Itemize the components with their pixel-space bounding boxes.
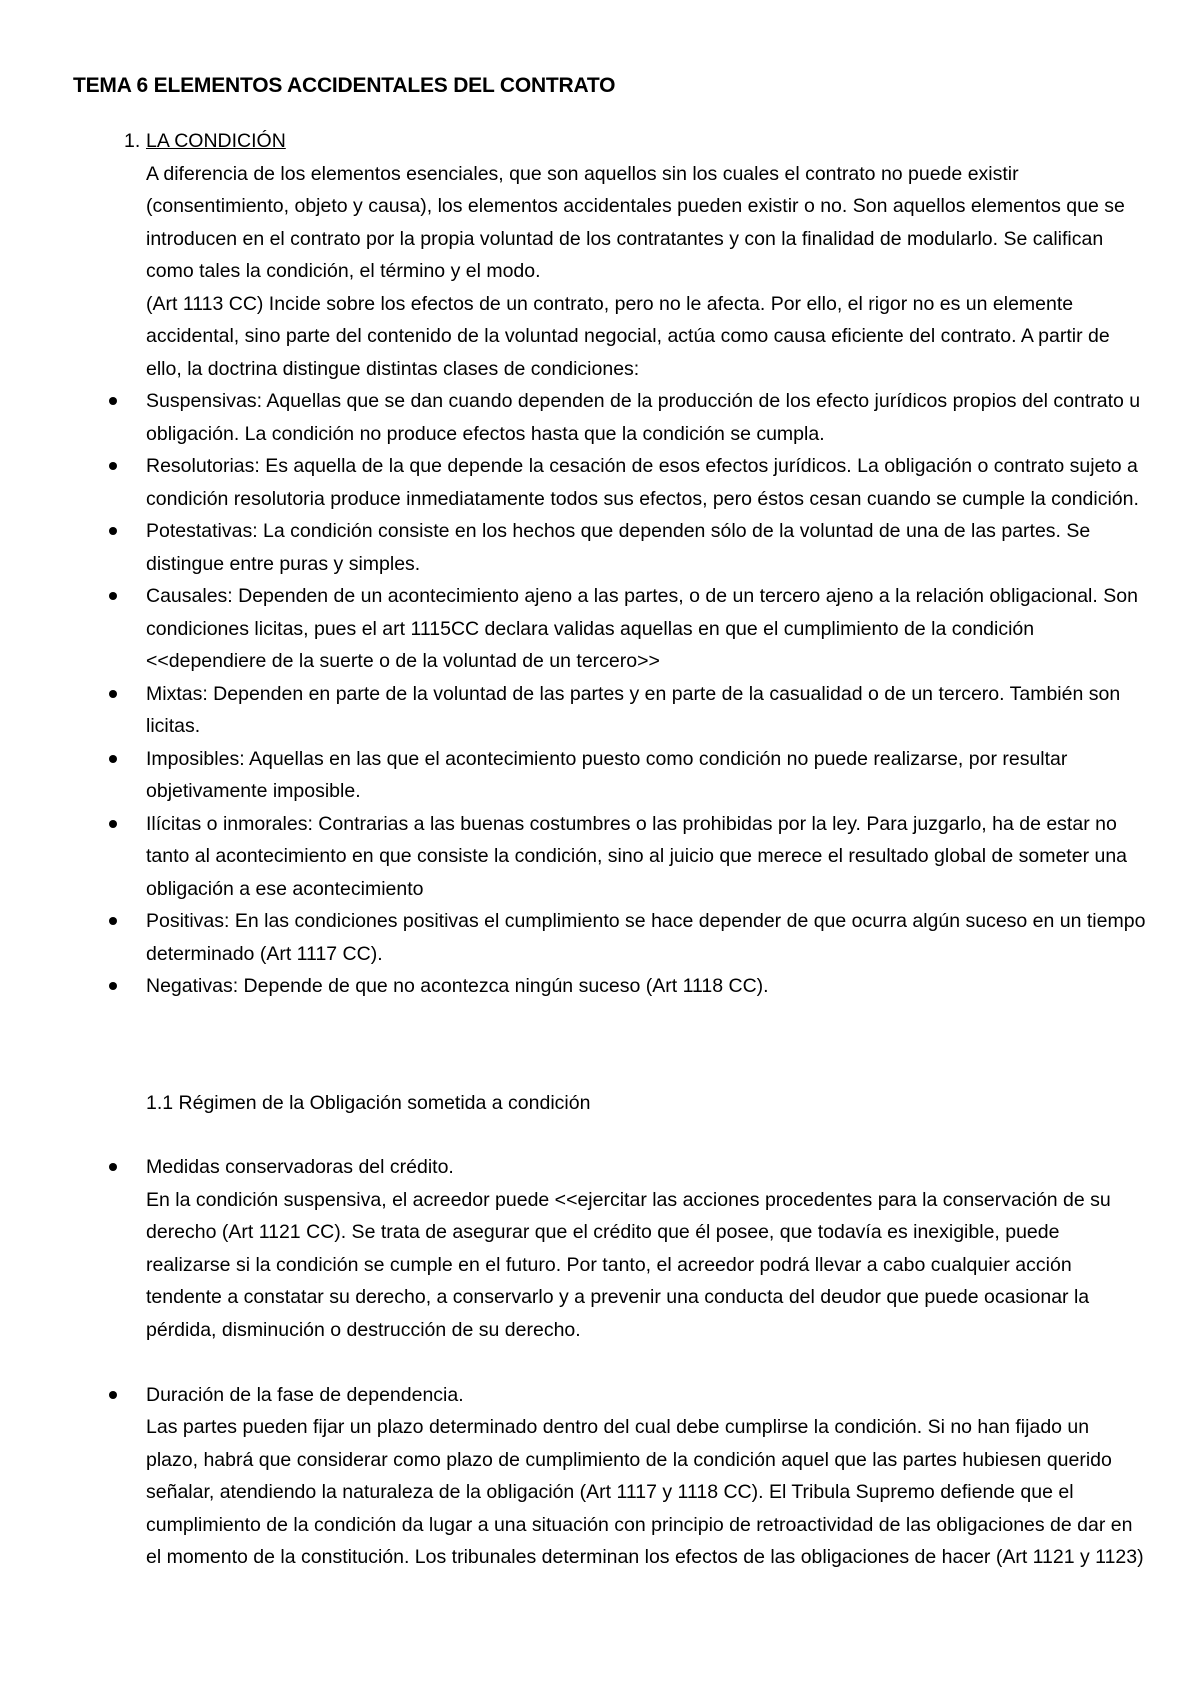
bullet-icon [109,1391,117,1399]
bullet-icon [109,592,117,600]
list-item-imposibles: Imposibles: Aquellas en las que el acontecimiento puesto como condición no puede realizarse, por resultar objetivamente imposible. [73,743,1143,808]
bullet-icon [109,527,117,535]
item-label: Medidas conservadoras del crédito. [146,1156,454,1178]
document-title: TEMA 6 ELEMENTOS ACCIDENTALES DEL CONTRATO [73,74,616,97]
bullet-icon [109,690,117,698]
list-item-duracion-dependencia [73,1379,1143,1574]
list-item-positivas: Positivas: En las condiciones positivas el cumplimiento se hace depender de que ocurra algún suceso en un tiempo determinado (Art 1117 CC). [73,905,1143,970]
section-number: 1. [124,130,141,152]
item-label: Duración de la fase de dependencia. [146,1383,464,1406]
list-item-mixtas: Mixtas: Dependen en parte de la voluntad de las partes y en parte de la casualidad o de un tercero. También son licitas. [73,678,1143,743]
list-item-causales: Causales: Dependen de un acontecimiento ajeno a las partes, o de un tercero ajeno a la relación obligacional. Son condiciones licitas, pues el art 1115CC declara validas aquellas en que el cumplimiento de la condición <<dependiere de la suerte o de la voluntad de un tercero>> [73,580,1143,678]
list-item-resolutorias: Resolutorias: Es aquella de la que depende la cesación de esos efectos jurídicos. La obligación o contrato sujeto a condición resolutoria produce inmediatamente todos sus efectos, pero éstos cesan cuando se cumple la condición. [73,450,1143,515]
bullet-icon [109,982,117,990]
regimen-list [73,1151,1143,1606]
bullet-icon [109,462,117,470]
section-heading: LA CONDICIÓN [146,130,286,152]
list-item-ilicitas: Ilícitas o inmorales: Contrarias a las buenas costumbres o las prohibidas por la ley. Para juzgarlo, ha de estar no tanto al acontecimiento en que consiste la condición, sino al juicio que merece el resultado global de someter una obligación a ese acontecimiento [73,808,1143,906]
item-paragraph: En la condición suspensiva, el acreedor puede <<ejercitar las acciones procedentes para la conservación de su derecho (Art 1121 CC). Se trata de asegurar que el crédito que él posee, que todavía es inexigible, puede realizarse si la condición se cumple en el futuro. Por tanto, el acreedor podrá llevar a cabo cualquier acción tendente a constatar su derecho, a conservarlo y a prevenir una conducta del deudor que puede ocasionar la pérdida, disminución o destrucción de su derecho. [146,1188,1111,1341]
bullet-icon [109,397,117,405]
section-intro [146,158,1146,386]
intro-paragraph: (Art 1113 CC) Incide sobre los efectos de un contrato, pero no le afecta. Por ello, el rigor no es un elemente accidental, sino parte del contenido de la voluntad negocial, actúa como causa eficiente del contrato. A partir de ello, la doctrina distingue distintas clases de condiciones: [146,292,1110,380]
bullet-icon [109,1163,117,1171]
list-item-negativas: Negativas: Depende de que no acontezca ningún suceso (Art 1118 CC). [73,970,1143,1003]
intro-paragraph: A diferencia de los elementos esenciales, que son aquellos sin los cuales el contrato no puede existir (consentimiento, objeto y causa), los elementos accidentales pueden existir o no. Son aquellos elementos que se introducen en el contrato por la propia voluntad de los contratantes y con la finalidad de modularlo. Se califican como tales la condición, el término y el modo. [146,162,1125,282]
subsection-heading: 1.1 Régimen de la Obligación sometida a condición [146,1092,591,1114]
bullet-icon [109,820,117,828]
list-item-suspensivas: Suspensivas: Aquellas que se dan cuando dependen de la producción de los efecto jurídicos propios del contrato u obligación. La condición no produce efectos hasta que la condición se cumpla. [73,385,1143,450]
list-item-medidas-conservadoras [73,1151,1143,1346]
conditions-list [73,385,1146,1003]
bullet-icon [109,755,117,763]
bullet-icon [109,917,117,925]
item-paragraph: Las partes pueden fijar un plazo determinado dentro del cual debe cumplirse la condición. Si no han fijado un plazo, habrá que considerar como plazo de cumplimiento de la condición aquel que las partes hubiesen querido señalar, atendiendo la naturaleza de la obligación (Art 1117 y 1118 CC). El Tribula Supremo defiende que el cumplimiento de la condición da lugar a una situación con principio de retroactividad de las obligaciones de dar en el momento de la constitución. Los tribunales determinan los efectos de las obligaciones de hacer (Art 1121 y 1123) [146,1416,1144,1568]
list-item-potestativas: Potestativas: La condición consiste en los hechos que dependen sólo de la voluntad de una de las partes. Se distingue entre puras y simples. [73,515,1143,580]
